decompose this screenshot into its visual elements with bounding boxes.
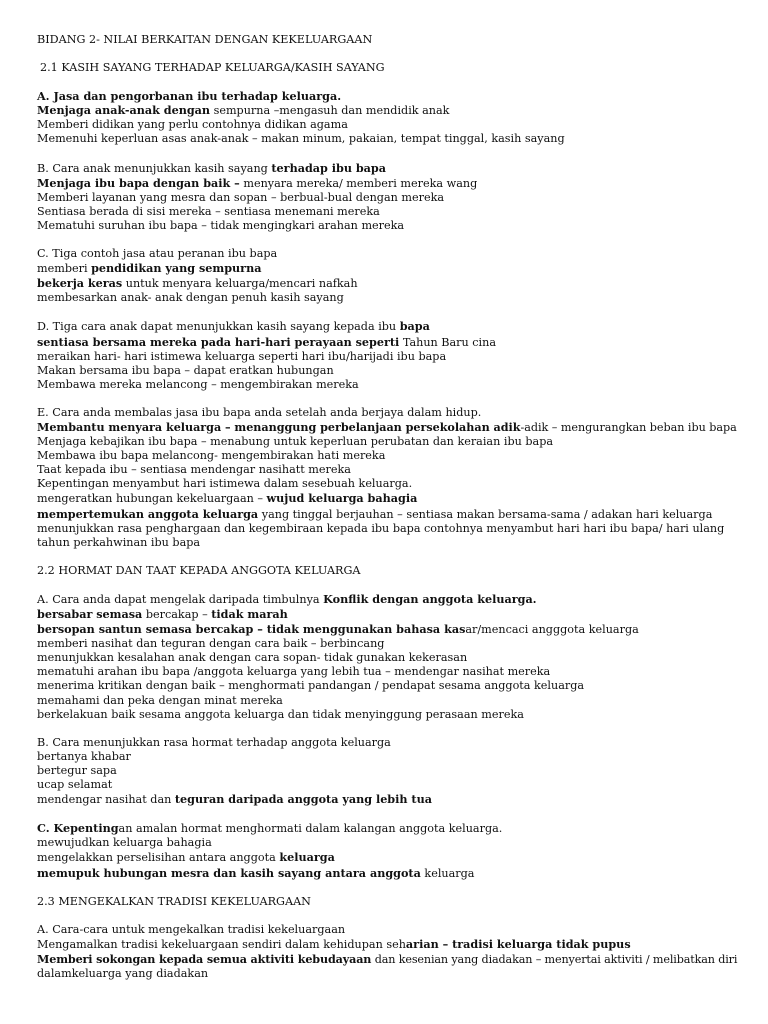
question-2-1-c: C. Tiga contoh jasa atau peranan ibu bapa [37,247,278,261]
answer-line: mengeratkan hubungan kekeluargaan – wujud keluarga bahagia [37,491,418,506]
answer-line: memberi nasihat dan teguran dengan cara baik – berbincang [37,637,385,651]
answer-line: membesarkan anak- anak dengan penuh kasih sayang [37,291,344,305]
question-2-3-a: A. Cara-cara untuk mengekalkan tradisi kekeluargaan [37,922,346,936]
question-2-1-d: D. Tiga cara anak dapat menunjukkan kasih sayang kepada ibu bapa [37,319,430,334]
document-page [37,33,737,981]
answer-line: Memberi sokongan kepada semua aktiviti kebudayaan dan kesenian yang diadakan – menyertai aktiviti / melibatkan diri [37,951,738,966]
answer-line: bekerja keras untuk menyara keluarga/mencari nafkah [37,276,358,291]
answer-line: tahun perkahwinan ibu bapa [37,535,201,549]
answer-line: Membawa ibu bapa melancong- mengembirakan hati mereka [37,449,386,463]
answer-line: Menjaga anak-anak dengan sempurna –mengasuh dan mendidik anak [37,103,450,118]
answer-line: Memberi layanan yang mesra dan sopan – berbual-bual dengan mereka [37,190,445,204]
answer-line: sentiasa bersama mereka pada hari-hari perayaan seperti Tahun Baru cina [37,334,497,349]
answer-line: Membantu menyara keluarga – menanggung perbelanjaan persekolahan adik-adik – mengurangkan beban ibu bapa [37,419,737,434]
answer-line: Sentiasa berada di sisi mereka – sentiasa menemani mereka [37,204,380,218]
answer-line: bersopan santun semasa bercakap – tidak menggunakan bahasa kasar/mencaci angggota keluarga [37,622,639,637]
answer-line: berkelakuan baik sesama anggota keluarga dan tidak menyinggung perasaan mereka [37,707,524,721]
answer-line: menerima kritikan dengan baik – menghormati pandangan / pendapat sesama anggota keluarga [37,679,585,693]
answer-line: Makan bersama ibu bapa – dapat eratkan hubungan [37,363,334,377]
answer-line: bertegur sapa [37,763,117,777]
answer-line: mendengar nasihat dan teguran daripada anggota yang lebih tua [37,792,432,807]
answer-line: mengelakkan perselisihan antara anggota keluarga [37,850,335,865]
question-2-2-b: B. Cara menunjukkan rasa hormat terhadap anggota keluarga [37,735,391,749]
answer-line: mempertemukan anggota keluarga yang tinggal berjauhan – sentiasa makan bersama-sama / adakan hari keluarga [37,506,713,521]
answer-line: menunjukkan rasa penghargaan dan kegembiraan kepada ibu bapa contohnya menyambut hari hari ibu bapa/ hari ulang [37,521,725,535]
answer-line: mewujudkan keluarga bahagia [37,836,212,850]
answer-line: dalamkeluarga yang diadakan [37,966,209,980]
document-heading: BIDANG 2- NILAI BERKAITAN DENGAN KEKELUARGAAN [37,33,373,46]
section-2-1-title: 2.1 KASIH SAYANG TERHADAP KELUARGA/KASIH SAYANG [40,61,385,75]
answer-line: memahami dan peka dengan minat mereka [37,693,283,707]
answer-line: Mematuhi suruhan ibu bapa – tidak mengingkari arahan mereka [37,218,405,232]
question-2-1-b: B. Cara anak menunjukkan kasih sayang terhadap ibu bapa [37,160,386,175]
answer-line: memupuk hubungan mesra dan kasih sayang antara anggota keluarga [37,865,475,880]
answer-line: ucap selamat [37,778,113,792]
answer-line: Memberi didikan yang perlu contohnya didikan agama [37,118,348,132]
answer-line: Membawa mereka melancong – mengembirakan mereka [37,377,359,391]
section-2-2-title: 2.2 HORMAT DAN TAAT KEPADA ANGGOTA KELUARGA [37,563,361,577]
answer-line: memberi pendidikan yang sempurna [37,261,262,276]
answer-line: mematuhi arahan ibu bapa /anggota keluarga yang lebih tua – mendengar nasihat mereka [37,665,551,679]
answer-line: Memenuhi keperluan asas anak-anak – makan minum, pakaian, tempat tinggal, kasih sayang [37,132,565,146]
question-2-2-a: A. Cara anda dapat mengelak daripada timbulnya Konflik dengan anggota keluarga. [37,591,537,606]
answer-line: Kepentingan menyambut hari istimewa dalam sesebuah keluarga. [37,477,413,491]
question-2-1-e: E. Cara anda membalas jasa ibu bapa anda setelah anda berjaya dalam hidup. [37,405,482,419]
answer-line: bertanya khabar [37,749,131,763]
question-2-2-c: C. Kepentingan amalan hormat menghormati dalam kalangan anggota keluarga. [37,821,503,836]
answer-line: Menjaga ibu bapa dengan baik – menyara mereka/ memberi mereka wang [37,175,478,190]
answer-line: Mengamalkan tradisi kekeluargaan sendiri dalam kehidupan seharian – tradisi keluarga tidak pupus [37,936,631,951]
answer-line: Menjaga kebajikan ibu bapa – menabung untuk keperluan perubatan dan keraian ibu bapa [37,435,554,449]
answer-line: bersabar semasa bercakap – tidak marah [37,607,288,621]
answer-line: menunjukkan kesalahan anak dengan cara sopan- tidak gunakan kekerasan [37,651,468,665]
answer-line: meraikan hari- hari istimewa keluarga seperti hari ibu/harijadi ibu bapa [37,349,447,363]
answer-line: Taat kepada ibu – sentiasa mendengar nasihatt mereka [37,463,351,477]
question-2-1-a: A. Jasa dan pengorbanan ibu terhadap keluarga. [37,89,342,104]
section-2-3-title: 2.3 MENGEKALKAN TRADISI KEKELUARGAAN [37,894,311,908]
